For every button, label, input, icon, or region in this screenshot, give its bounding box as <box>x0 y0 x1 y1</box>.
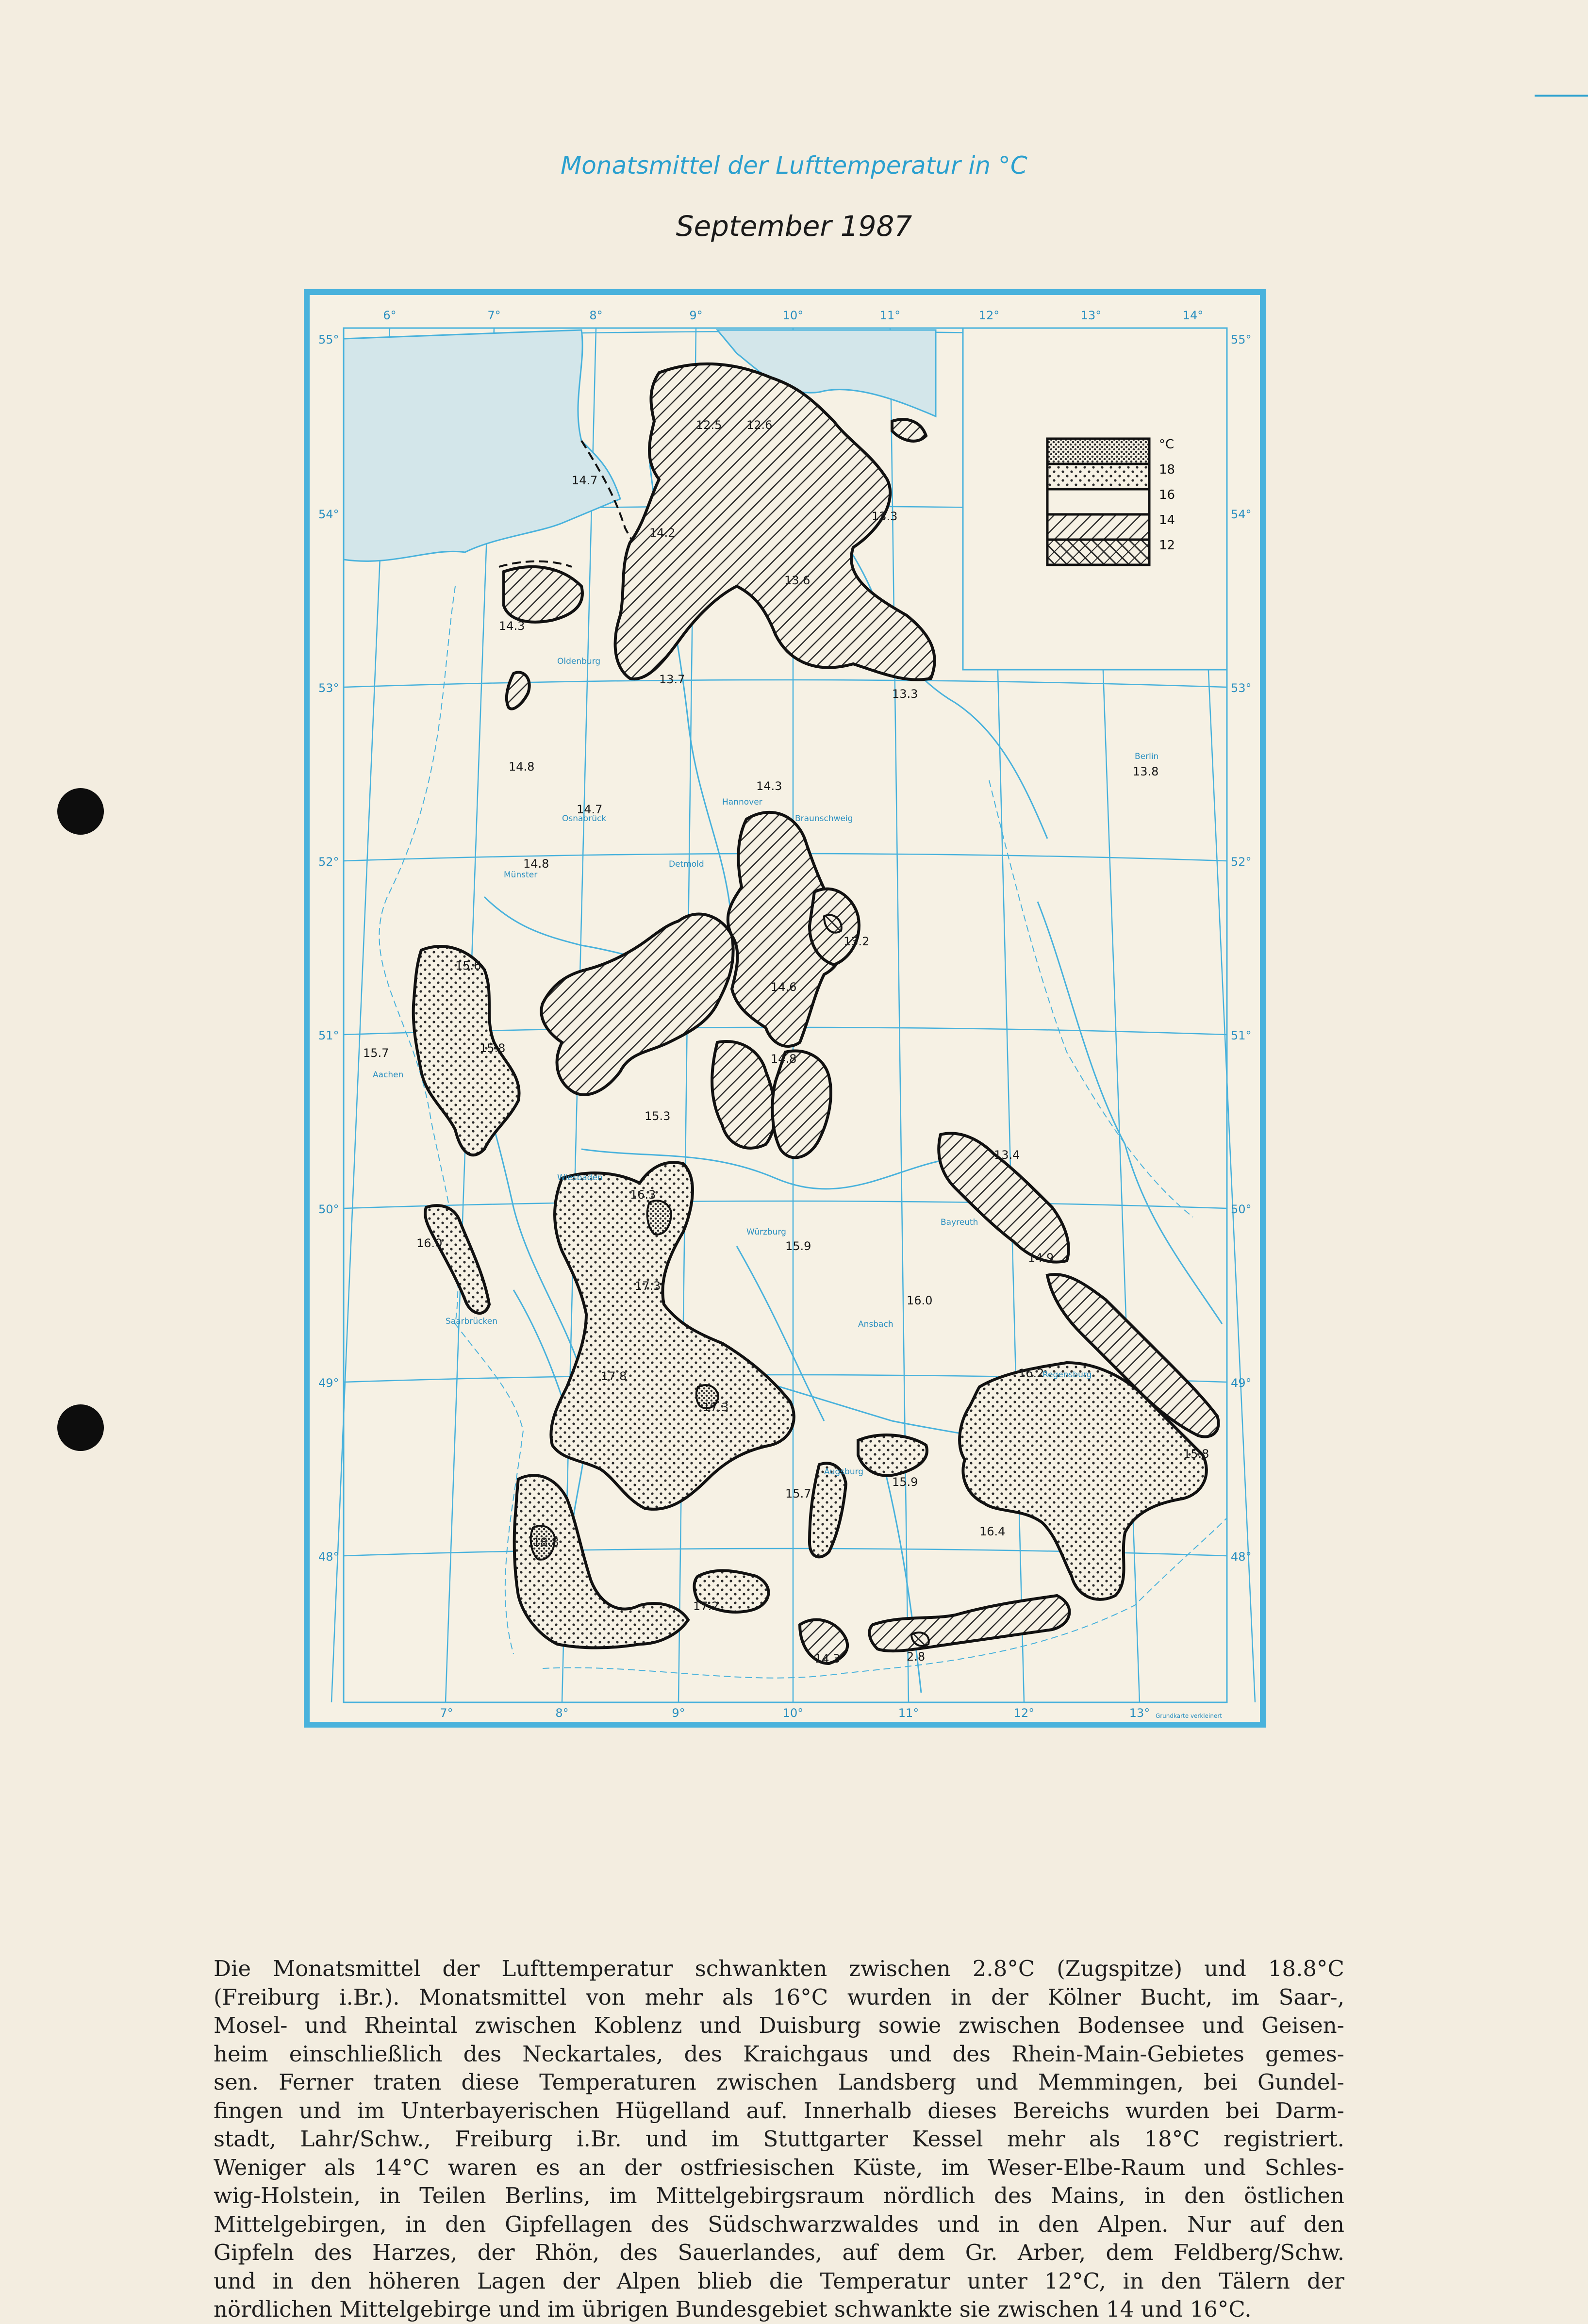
station-value: 15.7 <box>785 1487 811 1500</box>
region-darmstadt <box>647 1201 671 1235</box>
description-line: sen. Ferner traten diese Temperaturen zwischen Landsberg und Memmingen, bei Gundel- <box>214 2069 1344 2095</box>
lon-labels-bottom <box>440 1706 1150 1720</box>
station-value: 14.6 <box>771 980 797 994</box>
station-value: 13.3 <box>892 687 918 701</box>
description-line: und in den höheren Lagen der Alpen blieb die Temperatur unter 12°C, in den Tälern der <box>214 2268 1344 2294</box>
description-line: Weniger als 14°C waren es an der ostfriesischen Küste, im Weser-Elbe-Raum und Schles- <box>214 2154 1344 2180</box>
lon-top-label: 12° <box>978 309 1000 322</box>
lon-top-label: 10° <box>782 309 804 322</box>
region-fehmarn <box>892 419 926 441</box>
lon-top-label: 6° <box>383 309 397 322</box>
station-value: 15.6 <box>455 959 481 972</box>
lon-bottom-label: 10° <box>782 1706 804 1720</box>
station-value: 14.3 <box>814 1652 841 1665</box>
station-value: 14.2 <box>649 526 676 540</box>
city-label: Augsburg <box>824 1467 864 1477</box>
legend-swatch-dense-dots <box>1047 439 1149 464</box>
legend-swatch-blank <box>1047 489 1149 514</box>
station-value: 16.0 <box>907 1294 933 1307</box>
city-label: Oldenburg <box>557 657 601 666</box>
lon-bottom-label: 12° <box>1013 1706 1035 1720</box>
lon-labels-top <box>383 309 1203 322</box>
city-label: Regensburg <box>1042 1370 1092 1380</box>
station-value: 13.4 <box>994 1148 1020 1162</box>
city-label: Wiesbaden <box>557 1173 603 1183</box>
lon-top-label: 11° <box>879 309 901 322</box>
station-value: 12.6 <box>746 418 773 432</box>
legend-unit: °C <box>1159 437 1174 452</box>
map-subtitle: September 1987 <box>676 210 912 243</box>
lon-top-label: 14° <box>1182 309 1204 322</box>
region-alps-east <box>869 1596 1069 1651</box>
lon-bottom-label: 8° <box>555 1706 569 1720</box>
region-east-frisia <box>504 567 582 622</box>
legend-level-18: 18 <box>1159 462 1175 477</box>
lon-bottom-label: 9° <box>672 1706 685 1720</box>
station-value: 14.7 <box>572 474 598 487</box>
station-value: 13.6 <box>784 574 811 587</box>
description-line: wig-Holstein, in Teilen Berlins, im Mittelgebirgsraum nördlich des Mains, in den östlichen <box>214 2183 1344 2209</box>
city-label: Ansbach <box>858 1319 893 1329</box>
station-value: 2.8 <box>907 1650 926 1664</box>
map-title: Monatsmittel der Lufttemperatur in °C <box>561 151 1027 180</box>
station-value: 15.9 <box>785 1239 811 1253</box>
lon-top-label: 7° <box>487 309 501 322</box>
lat-right-label: 51° <box>1231 1029 1252 1042</box>
lat-labels-right <box>1231 333 1252 1564</box>
region-vogelsberg <box>712 1041 775 1148</box>
region-rhoen <box>772 1051 830 1157</box>
map-credit: Grundkarte verkleinert <box>1155 1713 1222 1719</box>
lat-labels-left <box>318 333 339 1564</box>
description-line: heim einschließlich des Neckartales, des Kraichgaus und des Rhein-Main-Gebietes gemes- <box>214 2041 1344 2067</box>
region-sauerland <box>541 914 733 1095</box>
station-value: 13.2 <box>844 935 870 948</box>
city-label: Braunschweig <box>795 814 853 824</box>
description-text <box>214 1955 1344 2324</box>
lon-top-label: 9° <box>689 309 703 322</box>
city-label: Aachen <box>373 1070 404 1080</box>
station-value: 18.8 <box>533 1535 559 1549</box>
station-value: 13.7 <box>659 673 685 686</box>
city-label: Münster <box>504 870 538 880</box>
station-value: 13.3 <box>872 510 898 523</box>
description-line: Mittelgebirgen, in den Gipfellagen des Südschwarzwaldes und in den Alpen. Nur auf den <box>214 2211 1344 2237</box>
legend-swatch-cross-hatch <box>1047 540 1149 565</box>
region-ems <box>507 672 529 709</box>
punch-hole-upper <box>57 788 104 835</box>
north-sea <box>344 330 620 561</box>
temperature-map <box>310 295 1260 1722</box>
station-value: 17.3 <box>635 1279 661 1293</box>
description-line: Mosel- und Rheintal zwischen Koblenz und Duisburg sowie zwischen Bodensee und Geisen- <box>214 2012 1344 2038</box>
station-value: 15.7 <box>363 1046 389 1060</box>
city-label: Osnabrück <box>562 814 607 824</box>
city-label: Saarbrücken <box>446 1317 497 1326</box>
station-value: 12.5 <box>696 418 722 432</box>
city-label: Detmold <box>669 859 704 869</box>
station-value: 14.7 <box>577 803 603 816</box>
station-value: 15.9 <box>892 1475 918 1489</box>
region-gundelfingen <box>858 1435 927 1476</box>
station-value: 17.8 <box>601 1369 627 1383</box>
lon-bottom-label: 11° <box>898 1706 919 1720</box>
lat-left-label: 55° <box>318 333 339 346</box>
station-value: 14.8 <box>523 857 549 871</box>
lat-right-label: 49° <box>1231 1376 1252 1390</box>
legend-swatch-hatch <box>1047 514 1149 540</box>
description-line: stadt, Lahr/Schw., Freiburg i.Br. und im Stuttgarter Kessel mehr als 18°C registriert. <box>214 2126 1344 2152</box>
lat-left-label: 52° <box>318 855 339 869</box>
legend-level-12: 12 <box>1159 538 1175 553</box>
station-value: 15.8 <box>1183 1447 1209 1461</box>
station-value: 17.2 <box>693 1599 719 1613</box>
station-value: 16.2 <box>1018 1367 1044 1380</box>
legend-level-16: 16 <box>1159 488 1175 502</box>
legend-swatch-sparse-dots <box>1047 464 1149 489</box>
map-frame <box>304 289 1266 1728</box>
crosshatched-regions <box>824 915 929 1646</box>
lat-left-label: 48° <box>318 1550 339 1564</box>
station-value: 14.3 <box>499 619 525 633</box>
description-line: nördlichen Mittelgebirge und im übrigen Bundesgebiet schwankte sie zwischen 14 und 16°C. <box>214 2296 1252 2322</box>
lat-right-label: 53° <box>1231 681 1252 695</box>
page-edge-mark <box>1535 95 1588 97</box>
legend <box>963 328 1227 670</box>
legend-level-14: 14 <box>1159 513 1175 527</box>
lat-right-label: 48° <box>1231 1550 1252 1564</box>
region-iller-lech <box>810 1463 846 1557</box>
lat-left-label: 51° <box>318 1029 339 1042</box>
station-value: 16.3 <box>630 1188 656 1202</box>
lat-right-label: 50° <box>1231 1203 1252 1216</box>
lat-right-label: 52° <box>1231 855 1252 869</box>
city-label: Würzburg <box>746 1227 786 1237</box>
lat-right-label: 55° <box>1231 333 1252 346</box>
station-value: 17.3 <box>703 1401 729 1414</box>
description-line: Die Monatsmittel der Lufttemperatur schwankten zwischen 2.8°C (Zugspitze) und 18.8°C <box>214 1956 1344 1981</box>
city-label: Hannover <box>722 797 762 807</box>
region-rhine-main <box>551 1162 794 1509</box>
lon-top-label: 13° <box>1080 309 1102 322</box>
station-value: 14.8 <box>509 760 535 774</box>
description-line: (Freiburg i.Br.). Monatsmittel von mehr als 16°C wurden in der Kölner Bucht, im Saar-, <box>214 1984 1344 2010</box>
station-value: 15.3 <box>645 1109 671 1123</box>
station-value: 16.0 <box>416 1236 443 1250</box>
station-value: 15.8 <box>480 1041 506 1055</box>
lat-left-label: 54° <box>318 508 339 521</box>
city-label: Berlin <box>1135 752 1159 761</box>
station-value: 14.3 <box>756 779 782 793</box>
lat-left-label: 50° <box>318 1203 339 1216</box>
lat-left-label: 53° <box>318 681 339 695</box>
station-value: 14.9 <box>1028 1251 1054 1265</box>
city-label: Bayreuth <box>941 1218 978 1227</box>
station-value: 13.8 <box>1133 765 1159 778</box>
lon-bottom-label: 7° <box>440 1706 453 1720</box>
station-value: 16.4 <box>979 1525 1006 1538</box>
lat-right-label: 54° <box>1231 508 1252 521</box>
lon-bottom-label: 13° <box>1129 1706 1150 1720</box>
lon-top-label: 8° <box>589 309 603 322</box>
lat-left-label: 49° <box>318 1376 339 1390</box>
punch-hole-lower <box>57 1404 104 1451</box>
description-line: fingen und im Unterbayerischen Hügelland auf. Innerhalb dieses Bereichs wurden bei Darm- <box>214 2097 1344 2124</box>
description-line: Gipfeln des Harzes, der Rhön, des Sauerlandes, auf dem Gr. Arber, dem Feldberg/Schw. <box>214 2240 1344 2265</box>
station-value: 14.8 <box>771 1052 797 1066</box>
